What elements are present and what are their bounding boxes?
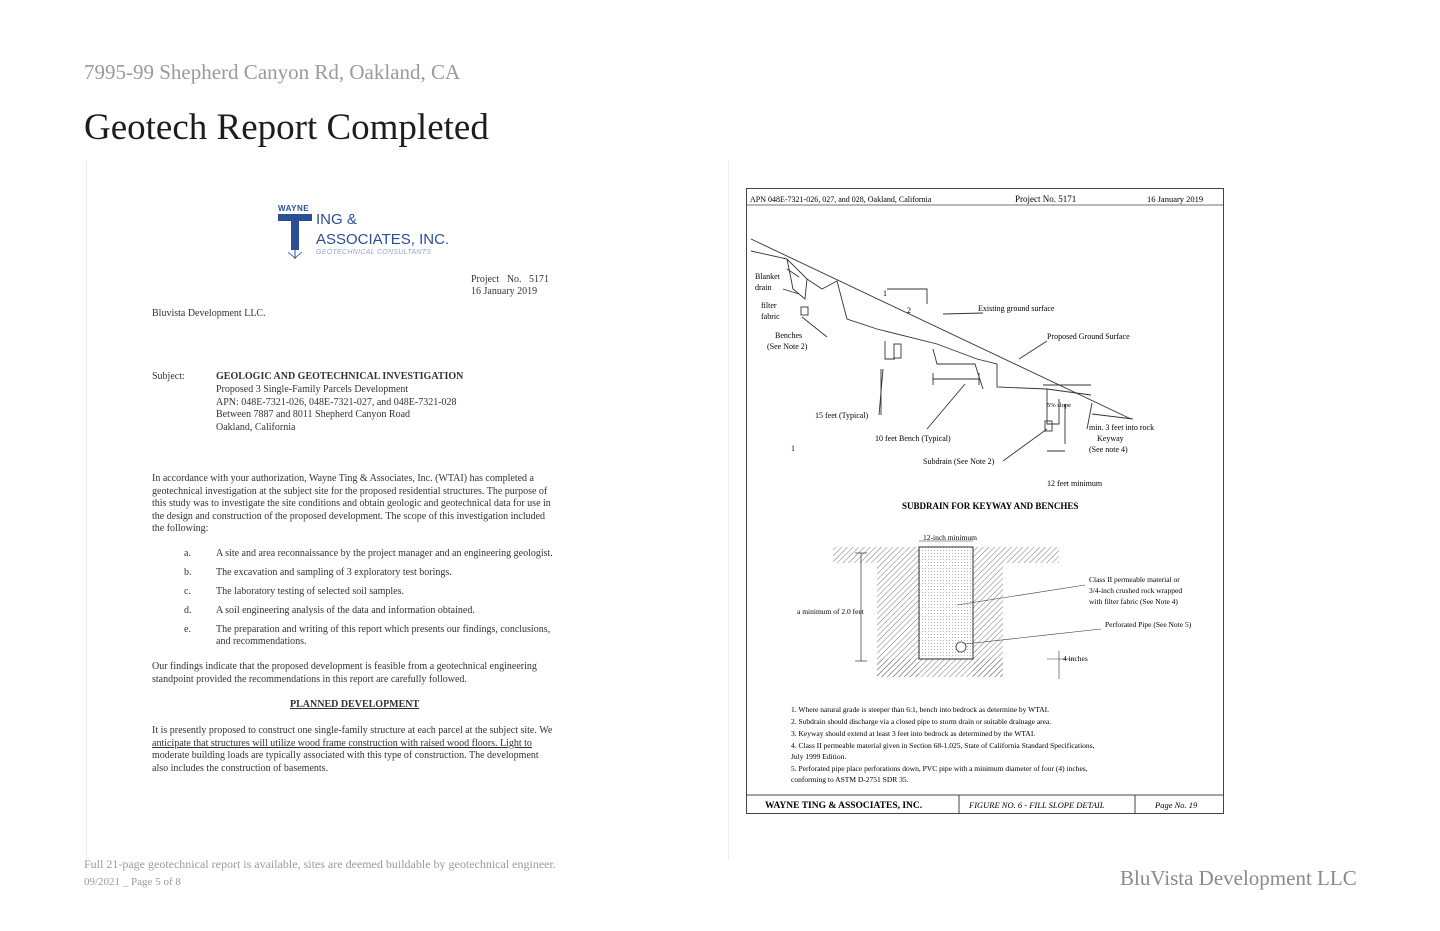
label-perforated: Perforated Pipe (See Note 5) bbox=[1105, 620, 1192, 629]
label-blanket-1: Blanket bbox=[755, 272, 780, 281]
property-address: 7995-99 Shepherd Canyon Rd, Oakland, CA bbox=[84, 60, 461, 84]
bench-step bbox=[885, 341, 895, 359]
list-text: The laboratory testing of selected soil samples. bbox=[216, 586, 405, 597]
label-slope-2: 2 bbox=[907, 306, 911, 315]
label-10-feet-bench: 10 feet Bench (Typical) bbox=[875, 434, 951, 443]
paragraph-line: In accordance with your authorization, Wayne Ting & Associates, Inc. (WTAI) has completed a bbox=[152, 473, 534, 484]
label-class2-1: Class II permeable material or bbox=[1089, 575, 1180, 584]
planned-paragraph bbox=[152, 725, 582, 775]
bench-drain-box bbox=[894, 344, 901, 358]
list-marker: a. bbox=[184, 548, 191, 559]
note: 1. Where natural grade is steeper than 6:1, bench into bedrock as determine by WTAI. bbox=[791, 705, 1049, 714]
label-min-3-feet: min. 3 feet into rock bbox=[1089, 423, 1155, 432]
slide-title: Geotech Report Completed bbox=[84, 107, 489, 148]
label-12-feet: 12 feet minimum bbox=[1047, 479, 1103, 488]
subject-line: APN: 048E-7321-026, 048E-7321-027, and 048E-7321-028 bbox=[216, 396, 457, 408]
company-logo bbox=[276, 204, 456, 260]
fill-slope-detail-figure bbox=[746, 188, 1224, 814]
label-keyway-1: Keyway bbox=[1097, 434, 1124, 443]
drain-box bbox=[801, 307, 808, 315]
fig-header-apn: APN 048E-7321-026, 027, and 028, Oakland, California bbox=[750, 195, 932, 204]
label-min-2ft: a minimum of 2.0 feet bbox=[797, 607, 864, 616]
paragraph-line: moderate building loads are typically associated with this type of construction. The development bbox=[152, 750, 539, 761]
label-12-inch: 12-inch minimum bbox=[923, 533, 977, 542]
list-marker: c. bbox=[184, 586, 191, 597]
list-text-continued: and recommendations. bbox=[216, 636, 307, 647]
subject-label: Subject: bbox=[152, 371, 185, 382]
list-marker: b. bbox=[184, 567, 192, 578]
list-marker: e. bbox=[184, 624, 191, 635]
label-class2-2: 3/4-inch crushed rock wrapped bbox=[1089, 586, 1183, 595]
perforated-pipe-icon bbox=[956, 642, 966, 652]
footer-figure: FIGURE NO. 6 - FILL SLOPE DETAIL bbox=[969, 800, 1105, 810]
label-5pct-slope: 5% slope bbox=[1047, 402, 1072, 409]
trench-detail bbox=[833, 541, 1101, 679]
footer-page: Page No. 19 bbox=[1155, 800, 1198, 810]
findings-paragraph bbox=[152, 661, 572, 686]
note: conforming to ASTM D-2751 SDR 35. bbox=[791, 775, 909, 784]
label-class2-3: with filter fabric (See Note 4) bbox=[1089, 597, 1178, 606]
list-text: A site and area reconnaissance by the project manager and an engineering geologist. bbox=[216, 548, 553, 559]
label-subdrain: Subdrain (See Note 2) bbox=[923, 457, 995, 466]
note: 3. Keyway should extend at least 3 feet into bedrock as determined by the WTAI. bbox=[791, 729, 1036, 738]
paragraph-line: also includes the construction of basements. bbox=[152, 762, 329, 774]
slope-triangle bbox=[887, 289, 927, 304]
subject-line: Between 7887 and 8011 Shepherd Canyon Road bbox=[216, 409, 411, 420]
page-divider bbox=[728, 160, 729, 860]
label-benches-1: Benches bbox=[775, 331, 803, 340]
note: 5. Perforated pipe place perforations down, PVC pipe with a minimum diameter of four (4) inches, bbox=[791, 764, 1088, 773]
label-filter-1: filter bbox=[761, 301, 777, 310]
project-number: Project No. 5171 bbox=[471, 274, 550, 285]
paragraph-line: Our findings indicate that the proposed development is feasible from a geotechnical engineering bbox=[152, 661, 537, 672]
logo-line3: GEOTECHNICAL CONSULTANTS bbox=[316, 249, 432, 256]
note: July 1999 Edition. bbox=[791, 752, 847, 761]
paragraph-line: this study was to investigate the site conditions and obtain geologic and geotechnical data for use in bbox=[152, 498, 551, 509]
notes-list bbox=[791, 705, 1095, 784]
fig-header-project: Project No. 5171 bbox=[1015, 194, 1077, 204]
list-text: A soil engineering analysis of the data and information obtained. bbox=[216, 605, 475, 616]
label-4-inches: 4 inches bbox=[1063, 654, 1088, 663]
brand-footer: BluVista Development LLC bbox=[1120, 866, 1357, 890]
subject-line: Proposed 3 Single-Family Parcels Development bbox=[216, 384, 409, 395]
label-benches-2: (See Note 2) bbox=[767, 342, 808, 351]
list-text: The preparation and writing of this report which presents our findings, conclusions, bbox=[216, 624, 551, 635]
label-slope-1: 1 bbox=[883, 289, 887, 298]
logo-t-mark-icon bbox=[276, 212, 316, 260]
paragraph-line: the following: bbox=[152, 523, 209, 534]
intro-paragraph bbox=[152, 473, 572, 536]
footnote: Full 21-page geotechnical report is available, sites are deemed buildable by geotechnical engineer. bbox=[84, 857, 556, 871]
label-filter-2: fabric bbox=[761, 312, 780, 321]
fill-slope-diagram bbox=[747, 189, 1223, 813]
fig-header-date: 16 January 2019 bbox=[1147, 194, 1204, 204]
paragraph-line: It is presently proposed to construct one single-family structure at each parcel at the subject site. We bbox=[152, 725, 553, 736]
slope-cross-section bbox=[751, 239, 1133, 461]
list-marker: d. bbox=[184, 605, 192, 616]
list-text: The excavation and sampling of 3 exploratory test borings. bbox=[216, 567, 452, 578]
label-15-feet: 15 feet (Typical) bbox=[815, 411, 869, 420]
paragraph-line: the design and construction of the proposed development. The scope of this investigation included bbox=[152, 510, 546, 522]
footer-company: WAYNE TING & ASSOCIATES, INC. bbox=[765, 801, 923, 811]
paragraph-line: anticipate that structures will utilize wood frame construction with raised wood floors. Light to bbox=[152, 737, 532, 749]
label-keyway-2: (See note 4) bbox=[1089, 445, 1128, 454]
planned-development-heading: PLANNED DEVELOPMENT bbox=[290, 699, 420, 710]
label-existing-ground: Existing ground surface bbox=[978, 304, 1055, 313]
addressee: Bluvista Development LLC. bbox=[152, 308, 266, 319]
logo-line1: ING & bbox=[316, 211, 357, 228]
label-proposed-ground: Proposed Ground Surface bbox=[1047, 332, 1130, 341]
label-blanket-2: drain bbox=[755, 283, 772, 292]
note: 2. Subdrain should discharge via a closed pipe to storm drain or suitable drainage area. bbox=[791, 717, 1052, 726]
note: 4. Class II permeable material given in Section 68-1.025, State of California Standard Specifications, bbox=[791, 741, 1095, 750]
subject-title: GEOLOGIC AND GEOTECHNICAL INVESTIGATION bbox=[216, 371, 464, 382]
letter-date: 16 January 2019 bbox=[471, 286, 538, 297]
paragraph-line: geotechnical investigation at the subject site for the proposed residential structures. The purpose of bbox=[152, 485, 548, 497]
proposed-ground-line bbox=[751, 239, 1131, 419]
subject-lines bbox=[216, 384, 457, 434]
existing-ground-line bbox=[751, 251, 1091, 395]
label-one: 1 bbox=[791, 444, 795, 453]
logo-line2: ASSOCIATES, INC. bbox=[316, 231, 450, 248]
section-title: SUBDRAIN FOR KEYWAY AND BENCHES bbox=[902, 501, 1079, 511]
paragraph-line: standpoint provided the recommendations in this report are carefully followed. bbox=[152, 673, 467, 685]
scope-list bbox=[184, 548, 584, 658]
logo-wayne: WAYNE bbox=[278, 204, 310, 213]
bench-profile bbox=[933, 349, 983, 389]
page-info: 09/2021 _ Page 5 of 8 bbox=[84, 876, 181, 888]
subject-line: Oakland, California bbox=[216, 421, 296, 433]
